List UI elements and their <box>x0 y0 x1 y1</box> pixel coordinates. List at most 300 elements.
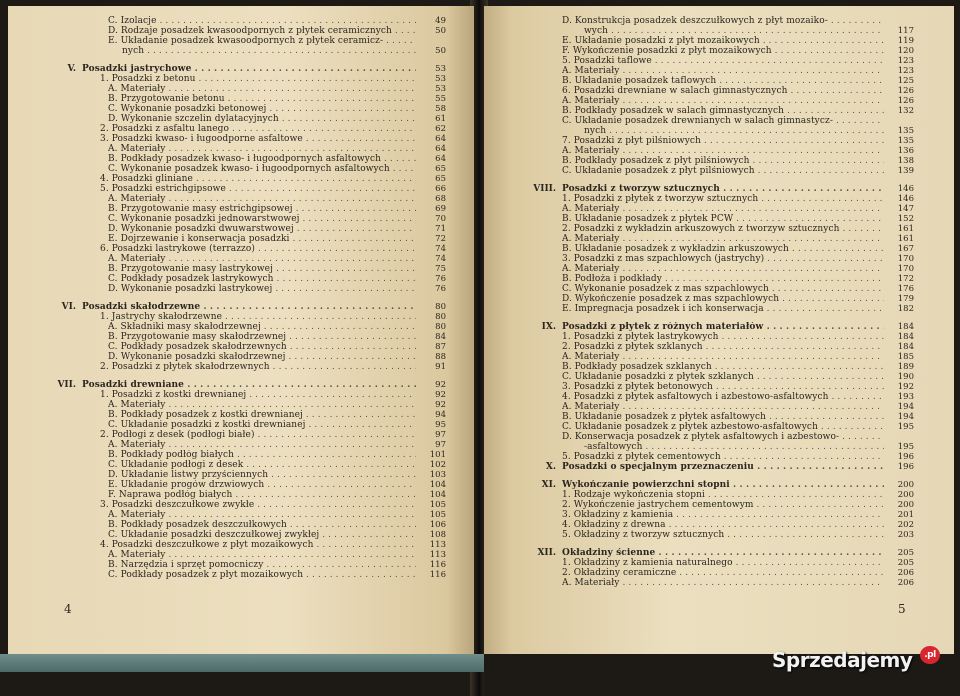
toc-entry-title: A. Materiały . . . <box>562 66 884 76</box>
toc-entry <box>8 500 474 510</box>
toc-entry-page: 195 <box>897 422 914 432</box>
toc-entry-title: C. Wykonanie posadzek z mas szpachlowych . . . <box>562 284 884 294</box>
toc-entry-page: 53 <box>435 64 446 74</box>
toc-entry-page: 176 <box>897 284 914 294</box>
toc-entry-page: 196 <box>897 462 914 472</box>
toc-entry-title: 5. Okładziny z tworzyw sztucznych . . . <box>562 530 884 540</box>
toc-entry <box>484 26 954 36</box>
toc-entry-title: 1. Rodzaje wykończenia stopni . . . <box>562 490 884 500</box>
toc-entry-title: D. Konstrukcja posadzek deszczułkowych z płyt mozaiko- . . . <box>562 16 884 26</box>
toc-entry <box>8 352 474 362</box>
toc-entry <box>8 550 474 560</box>
toc-entry-title: Okładziny ścienne . . . <box>562 548 884 558</box>
toc-entry-page: 74 <box>435 254 446 264</box>
toc-entry <box>484 294 954 304</box>
toc-entry-title: C. Wykonanie posadzki betonowej . . . <box>108 104 416 114</box>
toc-entry-page: 147 <box>897 204 914 214</box>
toc-entry-page: 105 <box>429 510 446 520</box>
toc-entry-page: 88 <box>435 352 446 362</box>
toc-entry-page: 116 <box>429 560 446 570</box>
toc-entry-title: B. Przygotowanie masy skałodrzewnej . . . <box>108 332 416 342</box>
toc-entry-title: A. Materiały . . . <box>562 234 884 244</box>
toc-entry-title: F. Naprawa podłóg białych . . . <box>108 490 416 500</box>
toc-entry-title: A. Materiały . . . <box>562 352 884 362</box>
toc-entry <box>8 114 474 124</box>
toc-entry-title: C. Układanie posadzki z kostki drewnianej . . . <box>108 420 416 430</box>
chapter-number: VIII. <box>533 184 556 194</box>
toc-entry <box>8 362 474 372</box>
toc-entry-title: B. Podkłady posadzek deszczułkowych . . . <box>108 520 416 530</box>
toc-entry-title: E. Dojrzewanie i konserwacja posadzki . . . <box>108 234 416 244</box>
right-page <box>484 6 954 654</box>
toc-entry-title: C. Układanie podłogi z desek . . . <box>108 460 416 470</box>
toc-entry <box>484 510 954 520</box>
toc-entry-page: 113 <box>429 550 446 560</box>
toc-entry-title: 5. Posadzki z płytek cementowych . . . <box>562 452 884 462</box>
toc-entry <box>8 254 474 264</box>
toc-entry <box>8 284 474 294</box>
toc-entry-page: 119 <box>897 36 914 46</box>
toc-entry-page: 80 <box>435 302 446 312</box>
toc-entry-title: B. Układanie posadzek z płytek asfaltowych . . . <box>562 412 884 422</box>
toc-entry-title: Posadzki drewniane . . . <box>82 380 416 390</box>
toc-entry-title: nych . . . <box>584 126 884 136</box>
toc-entry-title: A. Materiały . . . <box>562 264 884 274</box>
toc-entry-page: 146 <box>897 184 914 194</box>
toc-entry-title: 1. Posadzki z kostki drewnianej . . . <box>100 390 416 400</box>
toc-entry <box>484 36 954 46</box>
toc-entry-page: 184 <box>897 322 914 332</box>
toc-entry <box>8 560 474 570</box>
toc-entry-page: 104 <box>429 480 446 490</box>
toc-entry <box>8 234 474 244</box>
watermark-badge: .pl <box>920 646 940 664</box>
toc-entry-page: 53 <box>435 74 446 84</box>
toc-entry-title: -asfaltowych . . . <box>584 442 884 452</box>
toc-entry-title: Wykończanie powierzchni stopni . . . <box>562 480 884 490</box>
toc-entry-page: 101 <box>429 450 446 460</box>
book-cover-edge <box>0 654 484 672</box>
toc-entry <box>484 274 954 284</box>
toc-entry-page: 113 <box>429 540 446 550</box>
toc-entry-title: B. Układanie posadzek taflowych . . . <box>562 76 884 86</box>
toc-entry-title: C. Układanie posadzek z płyt pilśniowych . . . <box>562 166 884 176</box>
toc-entry <box>8 84 474 94</box>
toc-entry-page: 50 <box>435 26 446 36</box>
toc-entry <box>8 390 474 400</box>
toc-entry-title: 3. Posadzki z mas szpachlowych (jastrychy) . . . <box>562 254 884 264</box>
toc-entry-page: 196 <box>897 452 914 462</box>
toc-entry <box>484 156 954 166</box>
toc-entry-page: 95 <box>435 420 446 430</box>
toc-entry <box>8 174 474 184</box>
toc-entry-title: B. Podkłady posadzek kwaso- i ługoodpornych asfaltowych . . . <box>108 154 416 164</box>
toc-entry-title: 7. Posadzki z płyt pilśniowych . . . <box>562 136 884 146</box>
toc-entry <box>8 410 474 420</box>
toc-entry-page: 50 <box>435 46 446 56</box>
toc-entry <box>484 284 954 294</box>
toc-entry-page: 205 <box>897 558 914 568</box>
toc-entry-page: 203 <box>897 530 914 540</box>
toc-entry <box>484 432 954 442</box>
toc-entry-title: A. Materiały . . . <box>108 144 416 154</box>
toc-entry <box>8 440 474 450</box>
toc-entry <box>8 312 474 322</box>
toc-entry-title: 4. Okładziny z drewna . . . <box>562 520 884 530</box>
toc-entry <box>8 430 474 440</box>
left-page-number: 4 <box>64 602 72 616</box>
toc-entry-page: 138 <box>897 156 914 166</box>
toc-entry-page: 161 <box>897 224 914 234</box>
toc-entry-page: 80 <box>435 322 446 332</box>
toc-entry <box>484 86 954 96</box>
chapter-number: X. <box>545 462 556 472</box>
toc-entry-page: 195 <box>897 442 914 452</box>
toc-entry-title: A. Materiały . . . <box>562 96 884 106</box>
toc-entry <box>8 450 474 460</box>
toc-entry <box>8 26 474 36</box>
toc-entry <box>8 94 474 104</box>
toc-entry-page: 116 <box>429 570 446 580</box>
toc-entry <box>8 510 474 520</box>
toc-entry <box>8 302 474 312</box>
toc-entry-title: B. Podkłady podłóg białych . . . <box>108 450 416 460</box>
toc-entry <box>484 558 954 568</box>
toc-entry-page: 66 <box>435 184 446 194</box>
toc-entry-page: 87 <box>435 342 446 352</box>
toc-entry-title: Posadzki o specjalnym przeznaczeniu . . . <box>562 462 884 472</box>
toc-entry <box>484 214 954 224</box>
toc-entry-title: B. Narzędzia i sprzęt pomocniczy . . . <box>108 560 416 570</box>
toc-entry-page: 55 <box>435 94 446 104</box>
toc-entry-page: 58 <box>435 104 446 114</box>
toc-entry-page: 135 <box>897 126 914 136</box>
toc-entry-title: B. Przygotowanie masy lastrykowej . . . <box>108 264 416 274</box>
toc-entry-title: E. Układanie progów drzwiowych . . . <box>108 480 416 490</box>
toc-entry <box>484 56 954 66</box>
toc-entry-title: 2. Posadzki z asfaltu lanego . . . <box>100 124 416 134</box>
toc-entry <box>484 540 954 548</box>
toc-entry-title: B. Układanie posadzek z płytek PCW . . . <box>562 214 884 224</box>
toc-entry <box>484 66 954 76</box>
left-toc-list <box>8 16 474 580</box>
toc-entry <box>484 412 954 422</box>
toc-entry-page: 170 <box>897 264 914 274</box>
toc-entry-page: 184 <box>897 332 914 342</box>
toc-entry-page: 200 <box>897 500 914 510</box>
toc-entry-title: Posadzki z płytek z różnych materiałów . . . <box>562 322 884 332</box>
toc-entry-page: 102 <box>429 460 446 470</box>
toc-entry-title: B. Podłoża i podkłady . . . <box>562 274 884 284</box>
toc-entry-title: B. Podkłady posadzek w salach gimnastycznych . . . <box>562 106 884 116</box>
toc-entry-title: 1. Posadzki z płytek z tworzyw sztucznych . . . <box>562 194 884 204</box>
toc-entry <box>484 568 954 578</box>
toc-entry <box>484 472 954 480</box>
toc-entry-page: 161 <box>897 234 914 244</box>
toc-entry-page: 135 <box>897 136 914 146</box>
toc-entry <box>484 204 954 214</box>
toc-entry <box>484 96 954 106</box>
toc-entry-page: 104 <box>429 490 446 500</box>
toc-entry-page: 139 <box>897 166 914 176</box>
toc-entry <box>484 244 954 254</box>
toc-entry-title: C. Podkłady posadzek lastrykowych . . . <box>108 274 416 284</box>
toc-entry-title: A. Materiały . . . <box>108 254 416 264</box>
toc-entry-title: D. Wykonanie szczelin dylatacyjnych . . . <box>108 114 416 124</box>
toc-entry <box>484 234 954 244</box>
toc-entry <box>484 372 954 382</box>
toc-entry-page: 97 <box>435 430 446 440</box>
toc-entry <box>484 176 954 184</box>
toc-entry-page: 65 <box>435 164 446 174</box>
toc-entry-page: 184 <box>897 342 914 352</box>
toc-entry <box>8 332 474 342</box>
toc-entry <box>484 16 954 26</box>
toc-entry <box>484 462 954 472</box>
toc-entry-title: 5. Posadzki estrichgipsowe . . . <box>100 184 416 194</box>
toc-entry <box>8 530 474 540</box>
toc-entry-page: 108 <box>429 530 446 540</box>
toc-entry-page: 49 <box>435 16 446 26</box>
toc-entry-page: 64 <box>435 134 446 144</box>
toc-entry-title: 2. Wykończenie jastrychem cementowym . . . <box>562 500 884 510</box>
toc-entry <box>8 214 474 224</box>
toc-entry-title: A. Składniki masy skałodrzewnej . . . <box>108 322 416 332</box>
toc-entry <box>484 362 954 372</box>
toc-entry-title: 6. Posadzki drewniane w salach gimnastycznych . . . <box>562 86 884 96</box>
toc-entry-page: 71 <box>435 224 446 234</box>
toc-entry <box>8 570 474 580</box>
toc-entry <box>8 470 474 480</box>
toc-entry-title: 2. Okładziny ceramiczne . . . <box>562 568 884 578</box>
toc-entry <box>8 540 474 550</box>
chapter-number: V. <box>67 64 76 74</box>
toc-entry-page: 92 <box>435 380 446 390</box>
toc-entry <box>484 500 954 510</box>
toc-entry-page: 84 <box>435 332 446 342</box>
toc-entry-page: 205 <box>897 548 914 558</box>
toc-entry-page: 167 <box>897 244 914 254</box>
toc-entry-title: C. Podkłady posadzek skałodrzewnych . . . <box>108 342 416 352</box>
toc-entry-title: B. Układanie posadzek z wykładzin arkuszowych . . . <box>562 244 884 254</box>
toc-entry-page: 201 <box>897 510 914 520</box>
toc-entry <box>484 146 954 156</box>
chapter-number: XII. <box>537 548 556 558</box>
toc-entry <box>484 46 954 56</box>
toc-entry-page: 146 <box>897 194 914 204</box>
toc-entry <box>484 194 954 204</box>
toc-entry-page: 76 <box>435 274 446 284</box>
toc-entry-title: D. Wykonanie posadzki lastrykowej . . . <box>108 284 416 294</box>
toc-entry-title: E. Układanie posadzek kwasoodpornych z płytek ceramicz- . . . <box>108 36 416 46</box>
toc-entry <box>484 392 954 402</box>
toc-entry-page: 61 <box>435 114 446 124</box>
toc-entry <box>484 332 954 342</box>
chapter-number: VII. <box>57 380 76 390</box>
toc-entry-title: B. Podkłady posadzek z kostki drewnianej . . . <box>108 410 416 420</box>
toc-entry <box>8 134 474 144</box>
watermark-logo <box>772 648 942 678</box>
toc-entry <box>484 304 954 314</box>
toc-entry-page: 80 <box>435 312 446 322</box>
toc-entry-title: 1. Jastrychy skałodrzewne . . . <box>100 312 416 322</box>
toc-entry-title: 4. Posadzki gliniane . . . <box>100 174 416 184</box>
toc-entry <box>8 264 474 274</box>
toc-entry-page: 172 <box>897 274 914 284</box>
toc-entry <box>8 520 474 530</box>
toc-entry-page: 182 <box>897 304 914 314</box>
toc-entry <box>8 164 474 174</box>
toc-entry <box>484 402 954 412</box>
toc-entry-title: B. Podkłady posadzek z płyt pilśniowych . . . <box>562 156 884 166</box>
toc-entry <box>8 490 474 500</box>
toc-entry <box>8 124 474 134</box>
toc-entry-title: A. Materiały . . . <box>562 402 884 412</box>
toc-entry <box>484 264 954 274</box>
toc-entry-title: A. Materiały . . . <box>562 146 884 156</box>
right-page-number: 5 <box>898 602 906 616</box>
toc-entry-page: 92 <box>435 400 446 410</box>
toc-entry-title: 6. Posadzki lastrykowe (terrazzo) . . . <box>100 244 416 254</box>
toc-entry <box>484 480 954 490</box>
toc-entry-title: D. Wykończenie posadzek z mas szpachlowych . . . <box>562 294 884 304</box>
toc-entry-title: C. Układanie posadzek z płytek azbestowo-asfaltowych . . . <box>562 422 884 432</box>
toc-entry-title: A. Materiały . . . <box>108 400 416 410</box>
toc-entry-page: 206 <box>897 568 914 578</box>
toc-entry-page: 123 <box>897 56 914 66</box>
toc-entry <box>484 422 954 432</box>
toc-entry-title: A. Materiały . . . <box>108 84 416 94</box>
toc-entry <box>8 460 474 470</box>
toc-entry <box>8 244 474 254</box>
toc-entry <box>484 116 954 126</box>
toc-entry <box>8 480 474 490</box>
toc-entry <box>8 56 474 64</box>
toc-entry-title: A. Materiały . . . <box>108 550 416 560</box>
toc-entry-page: 194 <box>897 412 914 422</box>
toc-entry-title: 2. Podłogi z desek (podłogi białe) . . . <box>100 430 416 440</box>
toc-entry-page: 68 <box>435 194 446 204</box>
toc-entry-page: 94 <box>435 410 446 420</box>
toc-entry-page: 193 <box>897 392 914 402</box>
toc-entry-page: 117 <box>897 26 914 36</box>
toc-entry-page: 200 <box>897 490 914 500</box>
toc-entry <box>484 76 954 86</box>
toc-entry <box>484 322 954 332</box>
toc-entry-page: 185 <box>897 352 914 362</box>
toc-entry-page: 103 <box>429 470 446 480</box>
toc-entry <box>484 136 954 146</box>
toc-entry-title: 2. Posadzki z płytek skałodrzewnych . . . <box>100 362 416 372</box>
toc-entry <box>8 194 474 204</box>
toc-entry-page: 189 <box>897 362 914 372</box>
toc-entry <box>484 342 954 352</box>
toc-entry-title: F. Wykończenie posadzki z płyt mozaikowych . . . <box>562 46 884 56</box>
toc-entry <box>8 36 474 46</box>
toc-entry <box>484 520 954 530</box>
toc-entry <box>8 372 474 380</box>
toc-entry <box>8 184 474 194</box>
toc-entry-page: 70 <box>435 214 446 224</box>
toc-entry-page: 75 <box>435 264 446 274</box>
toc-entry-title: wych . . . <box>584 26 884 36</box>
toc-entry-page: 105 <box>429 500 446 510</box>
toc-entry <box>484 352 954 362</box>
toc-entry-title: D. Konserwacja posadzek z płytek asfaltowych i azbestowo- . . . <box>562 432 884 442</box>
toc-entry-page: 64 <box>435 144 446 154</box>
toc-entry <box>8 16 474 26</box>
toc-entry-title: E. Impregnacja posadzek i ich konserwacja . . . <box>562 304 884 314</box>
toc-entry-title: B. Podkłady posadzek szklanych . . . <box>562 362 884 372</box>
toc-entry-title: A. Materiały . . . <box>108 440 416 450</box>
toc-entry <box>484 548 954 558</box>
toc-entry-title: C. Układanie posadzek drewnianych w salach gimnastycz- . . . <box>562 116 884 126</box>
toc-entry <box>484 224 954 234</box>
toc-entry <box>8 224 474 234</box>
toc-entry-page: 202 <box>897 520 914 530</box>
toc-entry <box>484 490 954 500</box>
chapter-number: IX. <box>541 322 556 332</box>
toc-entry-page: 69 <box>435 204 446 214</box>
toc-entry-title: Posadzki z tworzyw sztucznych . . . <box>562 184 884 194</box>
toc-entry-page: 194 <box>897 402 914 412</box>
toc-entry-title: 1. Posadzki z płytek lastrykowych . . . <box>562 332 884 342</box>
toc-entry-title: A. Materiały . . . <box>108 194 416 204</box>
toc-entry-title: B. Przygotowanie masy estrichgipsowej . . . <box>108 204 416 214</box>
toc-entry-page: 206 <box>897 578 914 588</box>
toc-entry-page: 76 <box>435 284 446 294</box>
toc-entry <box>484 442 954 452</box>
toc-entry-title: Posadzki jastrychowe . . . <box>82 64 416 74</box>
toc-entry-title: C. Wykonanie posadzek kwaso- i ługoodpornych asfaltowych . . . <box>108 164 416 174</box>
toc-entry-title: C. Układanie posadzki z płytek szklanych . . . <box>562 372 884 382</box>
toc-entry-title: 3. Posadzki z płytek betonowych . . . <box>562 382 884 392</box>
toc-entry-page: 92 <box>435 390 446 400</box>
toc-entry <box>484 184 954 194</box>
toc-entry-page: 62 <box>435 124 446 134</box>
toc-entry <box>484 578 954 588</box>
toc-entry <box>484 166 954 176</box>
toc-entry-title: Posadzki skałodrzewne . . . <box>82 302 416 312</box>
toc-entry <box>8 104 474 114</box>
toc-entry-page: 106 <box>429 520 446 530</box>
toc-entry-page: 132 <box>897 106 914 116</box>
toc-entry <box>8 342 474 352</box>
toc-entry <box>484 314 954 322</box>
toc-entry <box>8 74 474 84</box>
toc-entry-page: 65 <box>435 174 446 184</box>
toc-entry-title: B. Przygotowanie betonu . . . <box>108 94 416 104</box>
toc-entry-page: 179 <box>897 294 914 304</box>
toc-entry-title: 2. Posadzki z płytek szklanych . . . <box>562 342 884 352</box>
toc-entry-title: A. Materiały . . . <box>562 204 884 214</box>
toc-entry-page: 120 <box>897 46 914 56</box>
toc-entry-page: 64 <box>435 154 446 164</box>
watermark-text: Sprzedajemy <box>772 648 913 672</box>
toc-entry-title: C. Wykonanie posadzki jednowarstwowej . . . <box>108 214 416 224</box>
toc-entry-page: 136 <box>897 146 914 156</box>
toc-entry <box>8 322 474 332</box>
toc-entry-title: 1. Posadzki z betonu . . . <box>100 74 416 84</box>
toc-entry <box>8 144 474 154</box>
toc-entry-page: 91 <box>435 362 446 372</box>
toc-entry <box>484 530 954 540</box>
toc-entry-page: 53 <box>435 84 446 94</box>
toc-entry-page: 123 <box>897 66 914 76</box>
chapter-number: XI. <box>541 480 556 490</box>
toc-entry-title: 1. Okładziny z kamienia naturalnego . . . <box>562 558 884 568</box>
toc-entry <box>8 64 474 74</box>
